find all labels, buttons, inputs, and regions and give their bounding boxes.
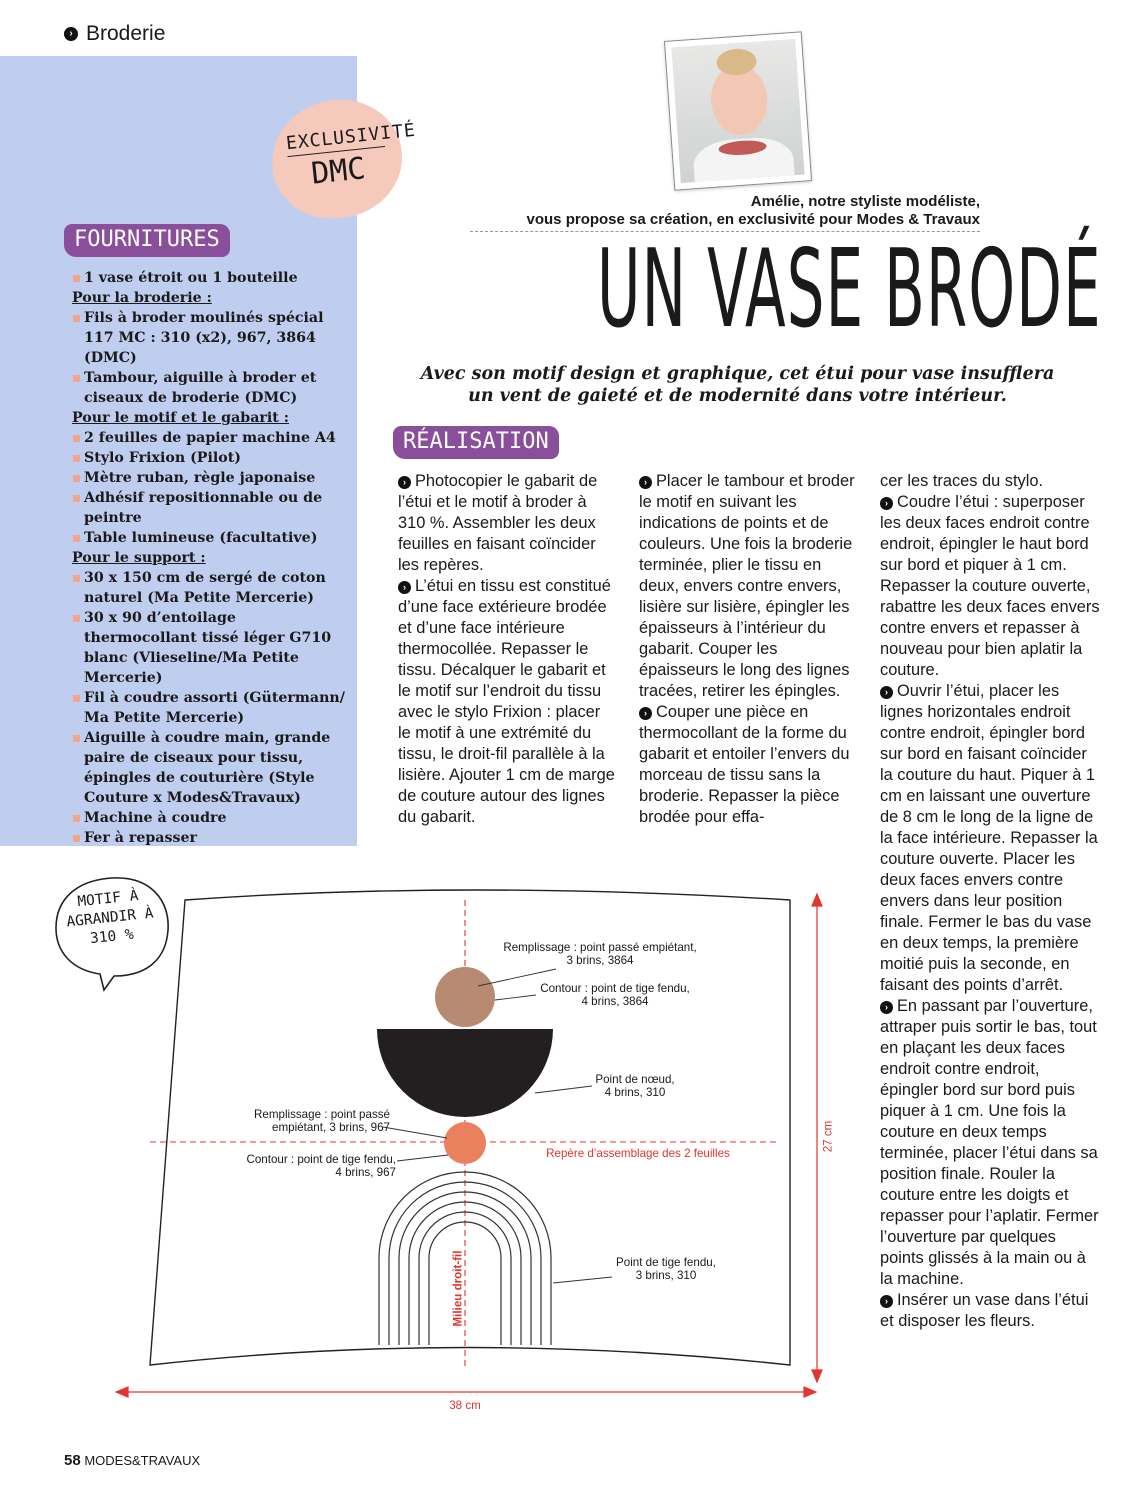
step-text: Placer le tambour et broder le motif en suivant les indications de points et de couleurs. Une fois la broderie terminée, plier le tissu en deux, envers contre envers, lisière sur lisière, épingler les épaisseurs à l’intérieur du gabarit. Couper les épaisseurs le long des lignes tracées, retirer les épingles.: [639, 472, 855, 700]
step-text: L’étui en tissu est constitué d’une face extérieure brodée et d’une face intérieure thermocollée. Repasser le tissu. Décalquer le gabarit et le motif sur l’endroit du tissu avec le stylo Frixion : placer le motif à une extrémité du tissu, le droit-fil parallèle à la lisière. Ajouter 1 cm de marge de couture autour des lignes du gabarit.: [398, 577, 615, 826]
label-contour-967-line2: 4 brins, 967: [335, 1166, 396, 1179]
steps-column-1: [398, 471, 616, 828]
magazine-name: MODES&TRAVAUX: [84, 1453, 201, 1468]
supplies-item: Machine à coudre: [72, 808, 347, 828]
step-paragraph: [398, 576, 616, 828]
badge-line2: DMC: [309, 151, 368, 192]
step-paragraph: [398, 471, 616, 576]
label-knot-line1: Point de nœud,: [595, 1073, 675, 1086]
chevron-right-icon: ›: [880, 1295, 893, 1308]
pattern-diagram: [0, 860, 880, 1440]
stylist-photo: [664, 31, 812, 190]
supplies-item: 1 vase étroit ou 1 bouteille: [72, 268, 347, 288]
step-paragraph: [880, 1290, 1100, 1332]
supplies-item: Mètre ruban, règle japonaise: [72, 468, 347, 488]
step-paragraph: [880, 996, 1100, 1290]
label-knot-line2: 4 brins, 310: [604, 1086, 666, 1099]
label-stem-line1: Point de tige fendu,: [616, 1256, 716, 1269]
label-fill-3864-line1: Remplissage : point passé empiétant,: [503, 941, 697, 954]
supplies-item: 2 feuilles de papier machine A4: [72, 428, 347, 448]
supplies-item: Aiguille à coudre main, grande paire de ciseaux pour tissu, épingles de couturière (Style Couture x Modes&Travaux): [72, 728, 347, 808]
supplies-subheading: Pour le motif et le gabarit :: [72, 410, 289, 426]
step-paragraph: [639, 702, 857, 828]
supplies-list: [72, 268, 347, 848]
motif-circle-orange: [444, 1122, 486, 1164]
label-stem-line2: 3 brins, 310: [635, 1269, 697, 1282]
step-paragraph: [639, 471, 857, 702]
label-contour-3864: [520, 982, 710, 1008]
label-fill-967-line2: empiétant, 3 brins, 967: [272, 1121, 390, 1134]
section-name: Broderie: [86, 22, 166, 45]
step-text: Coudre l’étui : superposer les deux faces endroit contre endroit, épingler le haut bord sur bord et piquer à 1 cm. Repasser la couture ouverte, rabattre les deux faces envers contre envers et repasser à nouveau pour bien aplatir la couture.: [880, 493, 1100, 679]
supplies-item: Table lumineuse (facultative): [72, 528, 347, 548]
step-text: cer les traces du stylo.: [880, 472, 1044, 490]
step-paragraph: [880, 492, 1100, 681]
step-text: Ouvrir l’étui, placer les lignes horizontales endroit contre endroit, épingler bord sur bord en faisant coïncider la couture du haut. Piquer à 1 cm en laissant une ouverture de 8 cm le long de la ligne de la face intérieure. Repasser la couture ouverte. Placer les deux faces envers contre envers dans leur position finale. Fermer le bas du vase en deux temps, la première moitié puis la seconde, en faisant des points d’arrêt.: [880, 682, 1098, 994]
label-assembly: Repère d’assemblage des 2 feuilles: [546, 1147, 730, 1160]
stylist-caption-line1: Amélie, notre styliste modéliste,: [750, 193, 980, 210]
bubble-text: MOTIF À AGRANDIR À 310 %: [65, 887, 155, 948]
intro-line1: Avec son motif design et graphique, cet étui pour vase insufflera: [420, 364, 1055, 384]
width-dimension: [116, 1387, 816, 1397]
supplies-item: Tambour, aiguille à broder et ciseaux de broderie (DMC): [72, 368, 347, 408]
page-footer: [64, 1452, 200, 1469]
supplies-item: Stylo Frixion (Pilot): [72, 448, 347, 468]
step-text: Photocopier le gabarit de l’étui et le motif à broder à 310 %. Assembler les deux feuilles en faisant coïncider les repères.: [398, 472, 598, 574]
stylist-caption-line2: vous propose sa création, en exclusivité pour Modes & Travaux: [526, 211, 980, 228]
chevron-right-icon: ›: [880, 686, 893, 699]
step-text: Insérer un vase dans l’étui et disposer les fleurs.: [880, 1291, 1089, 1330]
supplies-item: Fil à coudre assorti (Gütermann/ Ma Petite Mercerie): [72, 688, 347, 728]
badge-line1: EXCLUSIVITÉ: [285, 123, 385, 157]
label-contour-3864-line2: 4 brins, 3864: [581, 995, 649, 1008]
intro-line2: un vent de gaieté et de modernité dans votre intérieur.: [468, 386, 1007, 406]
motif-circle-tan: [435, 967, 495, 1027]
chevron-right-icon: ›: [639, 476, 652, 489]
chevron-right-icon: ›: [639, 707, 652, 720]
supplies-item: Adhésif repositionnable ou de peintre: [72, 488, 347, 528]
label-fill-967-line1: Remplissage : point passé: [254, 1108, 390, 1121]
chevron-right-icon: ›: [398, 476, 411, 489]
chevron-right-icon: ›: [64, 27, 78, 41]
label-fill-3864: [490, 941, 710, 967]
label-fill-3864-line2: 3 brins, 3864: [566, 954, 634, 967]
chevron-right-icon: ›: [398, 581, 411, 594]
chevron-right-icon: ›: [880, 1001, 893, 1014]
width-dimension-label: 38 cm: [449, 1399, 481, 1412]
label-knot: [570, 1073, 700, 1099]
label-fill-967: [210, 1108, 390, 1134]
supplies-subheading: Pour la broderie :: [72, 290, 212, 306]
steps-column-2: [639, 471, 857, 828]
supplies-subheading: Pour le support :: [72, 550, 206, 566]
step-paragraph: [880, 471, 1100, 492]
supplies-item: 30 x 90 d’entoilage thermocollant tissé léger G710 blanc (Vlieseline/Ma Petite Mercerie): [72, 608, 347, 688]
label-grain: Milieu droit-fil: [451, 1250, 465, 1327]
label-contour-3864-line1: Contour : point de tige fendu,: [540, 982, 690, 995]
label-contour-967: [200, 1153, 396, 1179]
height-dimension: [812, 894, 822, 1382]
page-number: 58: [64, 1452, 81, 1469]
step-text: Couper une pièce en thermocollant de la forme du gabarit et entoiler l’envers du morceau de tissu sans la broderie. Repasser la pièce brodée pour effa-: [639, 703, 850, 826]
chevron-right-icon: ›: [880, 497, 893, 510]
step-text: En passant par l’ouverture, attraper puis sortir le bas, tout en plaçant les deux faces endroit contre endroit, épingler bord sur bord puis piquer à 1 cm. Une fois la couture en deux temps terminée, placer l’étui dans sa position finale. Rouler la couture entre les doigts et repasser pour l’aplatir. Fermer l’ouverture par quelques points glissés à la main ou à la machine.: [880, 997, 1099, 1288]
supplies-item: Fils à broder moulinés spécial 117 MC : 310 (x2), 967, 3864 (DMC): [72, 308, 347, 368]
steps-title: RÉALISATION: [393, 426, 559, 459]
section-label: [64, 22, 165, 46]
supplies-title: FOURNITURES: [64, 224, 230, 257]
article-title: UN VASE BRODÉ: [597, 227, 1102, 352]
label-stem: [596, 1256, 736, 1282]
article-intro: [420, 363, 1055, 407]
steps-column-3: [880, 471, 1100, 1332]
step-paragraph: [880, 681, 1100, 996]
supplies-item: 30 x 150 cm de sergé de coton naturel (Ma Petite Mercerie): [72, 568, 347, 608]
supplies-item: Fer à repasser: [72, 828, 347, 848]
height-dimension-label: 27 cm: [821, 1120, 835, 1153]
label-contour-967-line1: Contour : point de tige fendu,: [246, 1153, 396, 1166]
